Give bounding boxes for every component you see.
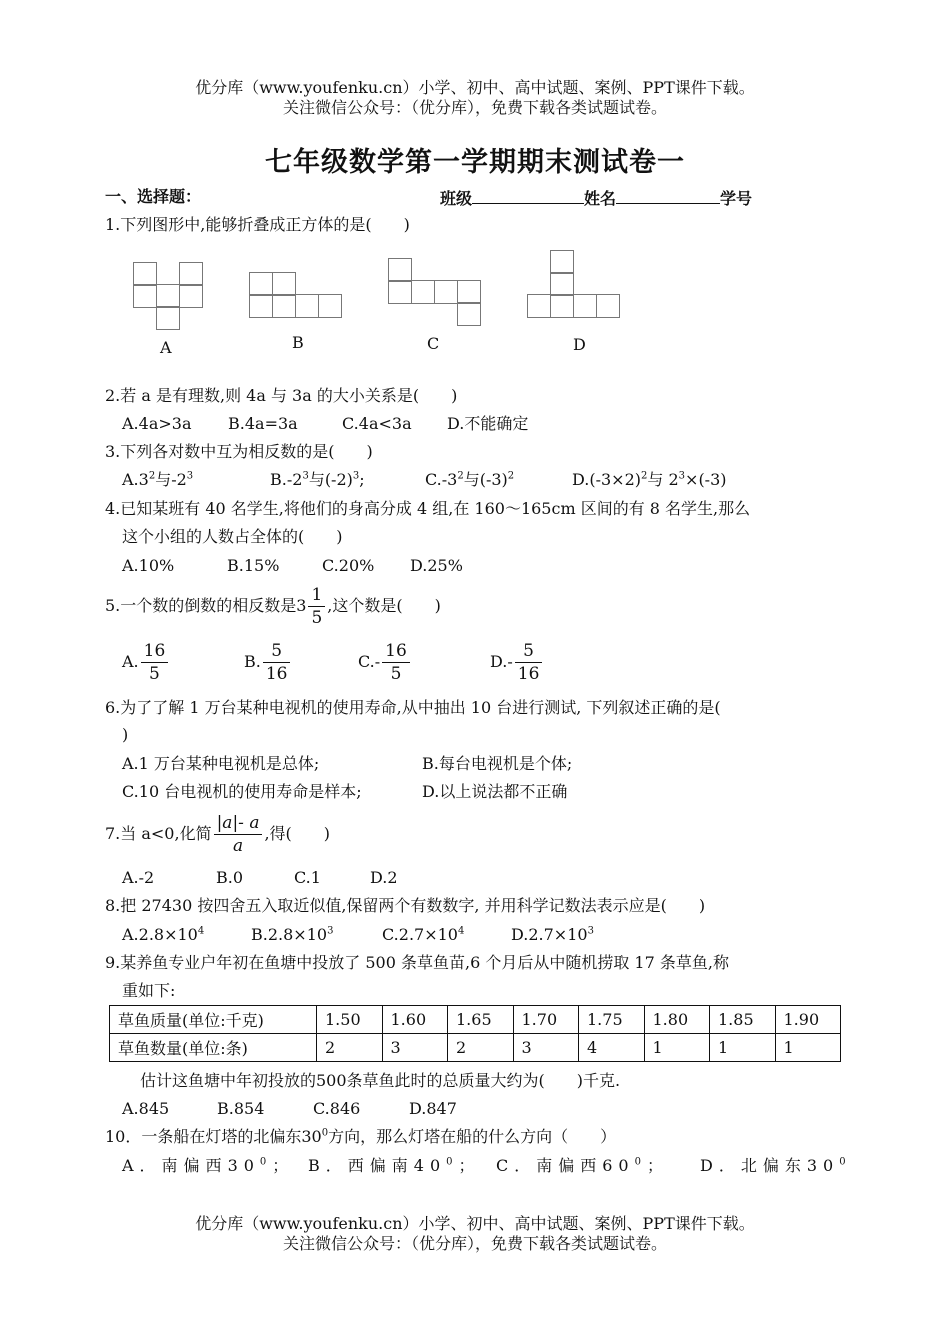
q9-option-d: D.847 [409, 1099, 457, 1118]
q9-option-c: C.846 [313, 1099, 361, 1118]
q1-text: 1.下列图形中,能够折叠成正方体的是( ) [105, 215, 410, 234]
q2-option-b: B.4a=3a [228, 414, 298, 433]
q10-option-c: C．南偏西$60^0$； [496, 1156, 669, 1175]
q7-option-b: B.0 [216, 868, 244, 887]
table-cell: 1.80 [644, 1006, 710, 1034]
q2-option-c: C.4a<3a [342, 414, 412, 433]
q10-option-d: D．北偏东$30^0$ [700, 1156, 852, 1175]
q8-option-b: $B.2.8\times 10^3$ [251, 925, 334, 944]
q4-option-c: C.20% [322, 556, 375, 575]
student-info [440, 186, 752, 210]
name-label: 姓名 [584, 189, 617, 208]
q4-line-2: 这个小组的人数占全体的( ) [122, 527, 343, 546]
q2-option-d: D.不能确定 [447, 414, 529, 433]
q6-option-a: A.1 万台某种电视机是总体; [122, 754, 320, 773]
q9-option-b: B.854 [217, 1099, 265, 1118]
q3-option-c: $C.-3^2$与$(-3)^2$ [425, 470, 515, 489]
q7-option-a: A.-2 [122, 868, 155, 887]
q8-text: 8.把 27430 按四舍五入取近似值,保留两个有数数字, 并用科学记数法表示应是( ) [105, 896, 706, 915]
net-b-label: B [292, 333, 304, 352]
section-heading: 一、选择题： [105, 187, 202, 206]
table-cell: 4 [579, 1034, 645, 1062]
table-cell: 1.60 [382, 1006, 448, 1034]
table-cell: 1.75 [579, 1006, 645, 1034]
q5-option-c: C.- $\frac{16}{5}$ [358, 640, 412, 685]
q5-fraction: $\frac{1}{5}$ [308, 584, 325, 629]
q7-fraction: $\frac{|a|- a}{a}$ [214, 812, 263, 857]
table-row-mass [110, 1006, 841, 1034]
q10-option-a: A．南偏西$30^0$； [122, 1156, 295, 1175]
q5-option-b: B. $\frac{5}{16}$ [244, 640, 292, 685]
class-blank[interactable] [472, 186, 584, 204]
class-label: 班级 [440, 189, 473, 208]
table-row-count [110, 1034, 841, 1062]
table-row-head: 草鱼质量(单位:千克) [110, 1006, 317, 1034]
fish-data-table [109, 1005, 841, 1062]
table-cell: 2 [448, 1034, 514, 1062]
table-cell: 1.70 [513, 1006, 579, 1034]
net-a-label: A [160, 338, 172, 357]
id-label: 学号 [720, 189, 753, 208]
net-d-label: D [573, 335, 586, 354]
q6-option-b: B.每台电视机是个体; [422, 754, 573, 773]
q7-option-d: D.2 [370, 868, 398, 887]
q2-option-a: A.4a>3a [122, 414, 192, 433]
q4-option-a: A.10% [122, 556, 175, 575]
net-c-label: C [427, 334, 440, 353]
table-cell: 3 [382, 1034, 448, 1062]
q5-option-d: D.- $\frac{5}{16}$ [490, 640, 544, 685]
table-cell: 1 [644, 1034, 710, 1062]
q2-text: 2.若 a 是有理数,则 4a 与 3a 的大小关系是( ) [105, 386, 458, 405]
table-cell: 2 [317, 1034, 383, 1062]
q3-option-d: $D.(-3\times 2)^2$与 $2^3\times(-3)$ [572, 470, 727, 489]
q9-after-text: 估计这鱼塘中年初投放的500条草鱼此时的总质量大约为( )千克. [140, 1071, 621, 1090]
table-cell: 1.50 [317, 1006, 383, 1034]
q8-option-c: $C.2.7\times 10^4$ [382, 925, 465, 944]
q6-line-2: ) [122, 725, 129, 744]
header-line-2: 关注微信公众号：（优分库），免费下载各类试题试卷。 [282, 98, 667, 117]
q4-option-b: B.15% [227, 556, 280, 575]
table-cell: 1.90 [775, 1006, 841, 1034]
q3-option-a: $A.3^2$与$-2^3$ [122, 470, 194, 489]
q10-text: 10．一条船在灯塔的北偏东$30^0$方向，那么灯塔在船的什么方向（ ） [105, 1127, 617, 1146]
header-line-1: 优分库（www.youfenku.cn）小学、初中、高中试题、案例、PPT课件下载。 [195, 78, 755, 97]
q3-text: 3.下列各对数中互为相反数的是( ) [105, 442, 373, 461]
table-cell: 1 [775, 1034, 841, 1062]
q8-option-a: $A.2.8\times 10^4$ [122, 925, 205, 944]
q9-line-2: 重如下: [122, 981, 176, 1000]
q4-option-d: D.25% [410, 556, 463, 575]
page-title: 七年级数学第一学期期末测试卷一 [265, 147, 685, 178]
footer-line-1: 优分库（www.youfenku.cn）小学、初中、高中试题、案例、PPT课件下载。 [195, 1214, 755, 1233]
q9-option-a: A.845 [122, 1099, 170, 1118]
footer-line-2: 关注微信公众号：（优分库），免费下载各类试题试卷。 [282, 1234, 667, 1253]
q7-text: 7.当 a<0,化简 $\frac{|a|- a}{a}$ ,得( ) [105, 813, 331, 856]
table-cell: 1.85 [710, 1006, 776, 1034]
table-cell: 3 [513, 1034, 579, 1062]
q8-option-d: $D.2.7\times 10^3$ [511, 925, 594, 944]
q4-line-1: 4.已知某班有 40 名学生,将他们的身高分成 4 组,在 160～165cm 区间的有 8 名学生,那么 [105, 499, 751, 518]
q5-option-a: A. $\frac{16}{5}$ [122, 640, 170, 685]
table-row-head: 草鱼数量(单位:条) [110, 1034, 317, 1062]
q10-option-b: B．西偏南$40^0$； [308, 1156, 481, 1175]
q9-line-1: 9.某养鱼专业户年初在鱼塘中投放了 500 条草鱼苗,6 个月后从中随机捞取 17 条草鱼,称 [105, 953, 729, 972]
q5-text: 5.一个数的倒数的相反数是3 $\frac{1}{5}$ ,这个数是( ) [105, 585, 441, 628]
q6-option-d: D.以上说法都不正确 [422, 782, 568, 801]
q7-option-c: C.1 [294, 868, 321, 887]
table-cell: 1 [710, 1034, 776, 1062]
table-cell: 1.65 [448, 1006, 514, 1034]
q6-option-c: C.10 台电视机的使用寿命是样本; [122, 782, 362, 801]
q3-option-b: $B.-2^3$与$(-2)^3$; [270, 470, 365, 489]
q6-line-1: 6.为了了解 1 万台某种电视机的使用寿命,从中抽出 10 台进行测试, 下列叙述正确的是( [105, 698, 721, 717]
name-blank[interactable] [616, 186, 720, 204]
